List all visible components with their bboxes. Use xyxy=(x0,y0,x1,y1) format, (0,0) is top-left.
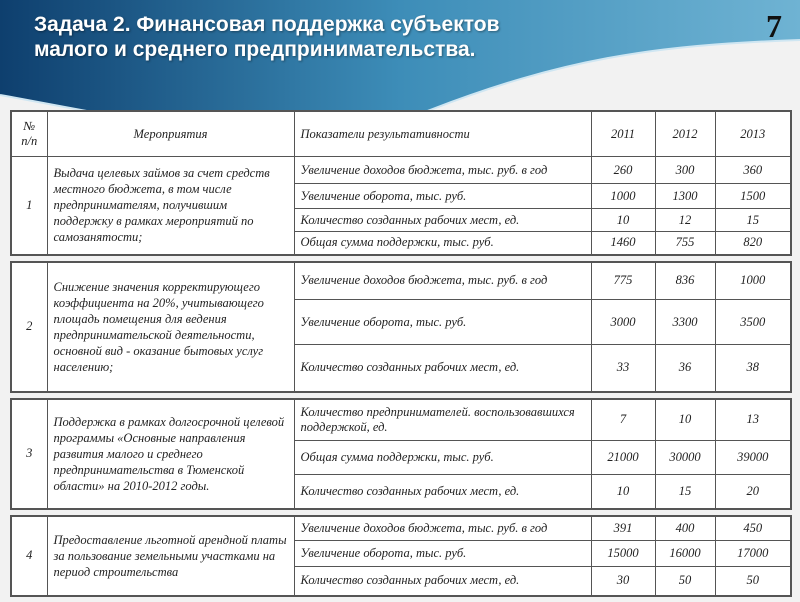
indicator-value: 20 xyxy=(715,475,791,509)
header-year: 2012 xyxy=(655,111,715,157)
indicator-value: 400 xyxy=(655,516,715,541)
header-row xyxy=(11,111,791,157)
indicator-value: 1460 xyxy=(591,232,655,255)
indicator-value: 16000 xyxy=(655,541,715,567)
indicator-value: 360 xyxy=(715,157,791,184)
measures-table-4 xyxy=(10,515,792,597)
indicator-value: 7 xyxy=(591,399,655,441)
indicator-value: 260 xyxy=(591,157,655,184)
indicator-name: Увеличение доходов бюджета, тыс. руб. в год xyxy=(294,157,591,184)
measures-table-2 xyxy=(10,261,792,393)
indicator-value: 755 xyxy=(655,232,715,255)
indicator-name: Увеличение оборота, тыс. руб. xyxy=(294,184,591,209)
header-num: № п/п xyxy=(11,111,47,157)
measure-description: Выдача целевых займов за счет средств местного бюджета, в том числе предпринимателям, получившим поддержку в рамках мероприятий по самозанятости; xyxy=(47,157,294,255)
table-row xyxy=(11,516,791,541)
title-line-2: малого и среднего предпринимательства. xyxy=(34,38,476,61)
indicator-value: 450 xyxy=(715,516,791,541)
indicator-value: 36 xyxy=(655,345,715,392)
indicator-name: Количество предпринимателей. воспользовавшихся поддержкой, ед. xyxy=(294,399,591,441)
indicator-name: Количество созданных рабочих мест, ед. xyxy=(294,567,591,596)
indicator-value: 21000 xyxy=(591,441,655,475)
indicator-name: Общая сумма поддержки, тыс. руб. xyxy=(294,232,591,255)
indicator-value: 30000 xyxy=(655,441,715,475)
indicator-value: 1500 xyxy=(715,184,791,209)
measures-table-3 xyxy=(10,398,792,510)
indicator-value: 10 xyxy=(591,209,655,232)
indicator-value: 3500 xyxy=(715,300,791,345)
indicator-value: 50 xyxy=(715,567,791,596)
indicator-value: 38 xyxy=(715,345,791,392)
indicator-value: 775 xyxy=(591,262,655,300)
indicator-name: Общая сумма поддержки, тыс. руб. xyxy=(294,441,591,475)
measure-description: Снижение значения корректирующего коэффициента на 20%, учитывающего площадь помещения для ведения предпринимательской деятельности, основной вид - оказание бытовых услуг населению; xyxy=(47,262,294,392)
indicator-name: Увеличение доходов бюджета, тыс. руб. в год xyxy=(294,262,591,300)
measure-number: 1 xyxy=(11,157,47,255)
measure-number: 3 xyxy=(11,399,47,509)
indicator-value: 13 xyxy=(715,399,791,441)
indicator-value: 836 xyxy=(655,262,715,300)
title-line-1: Задача 2. Финансовая поддержка субъектов xyxy=(34,13,500,36)
indicator-name: Количество созданных рабочих мест, ед. xyxy=(294,345,591,392)
table-row xyxy=(11,399,791,441)
indicator-value: 15 xyxy=(715,209,791,232)
indicator-value: 3000 xyxy=(591,300,655,345)
measure-description: Поддержка в рамках долгосрочной целевой программы «Основные направления развития малого и среднего предпринимательства в Тюменской области» на 2010-2012 годы. xyxy=(47,399,294,509)
indicator-name: Увеличение доходов бюджета, тыс. руб. в год xyxy=(294,516,591,541)
header-year: 2013 xyxy=(715,111,791,157)
indicator-value: 15 xyxy=(655,475,715,509)
indicator-name: Увеличение оборота, тыс. руб. xyxy=(294,541,591,567)
measure-number: 4 xyxy=(11,516,47,596)
indicator-name: Количество созданных рабочих мест, ед. xyxy=(294,209,591,232)
table-row xyxy=(11,157,791,184)
header-indicators: Показатели результативности xyxy=(294,111,591,157)
indicator-value: 15000 xyxy=(591,541,655,567)
measures-table-1 xyxy=(10,110,792,256)
header-year: 2011 xyxy=(591,111,655,157)
table-row xyxy=(11,262,791,300)
measure-number: 2 xyxy=(11,262,47,392)
indicator-value: 300 xyxy=(655,157,715,184)
indicator-value: 12 xyxy=(655,209,715,232)
indicator-value: 10 xyxy=(591,475,655,509)
header-measures: Мероприятия xyxy=(47,111,294,157)
measure-description: Предоставление льготной арендной платы за пользование земельными участками на период строительства xyxy=(47,516,294,596)
indicator-value: 1000 xyxy=(715,262,791,300)
indicator-value: 17000 xyxy=(715,541,791,567)
tables-container xyxy=(10,110,790,602)
indicator-value: 39000 xyxy=(715,441,791,475)
slide-title xyxy=(34,12,500,62)
indicator-value: 391 xyxy=(591,516,655,541)
page-number: 7 xyxy=(766,8,782,44)
indicator-value: 3300 xyxy=(655,300,715,345)
indicator-name: Количество созданных рабочих мест, ед. xyxy=(294,475,591,509)
indicator-value: 33 xyxy=(591,345,655,392)
indicator-value: 1300 xyxy=(655,184,715,209)
indicator-value: 10 xyxy=(655,399,715,441)
indicator-name: Увеличение оборота, тыс. руб. xyxy=(294,300,591,345)
indicator-value: 30 xyxy=(591,567,655,596)
indicator-value: 1000 xyxy=(591,184,655,209)
indicator-value: 50 xyxy=(655,567,715,596)
indicator-value: 820 xyxy=(715,232,791,255)
